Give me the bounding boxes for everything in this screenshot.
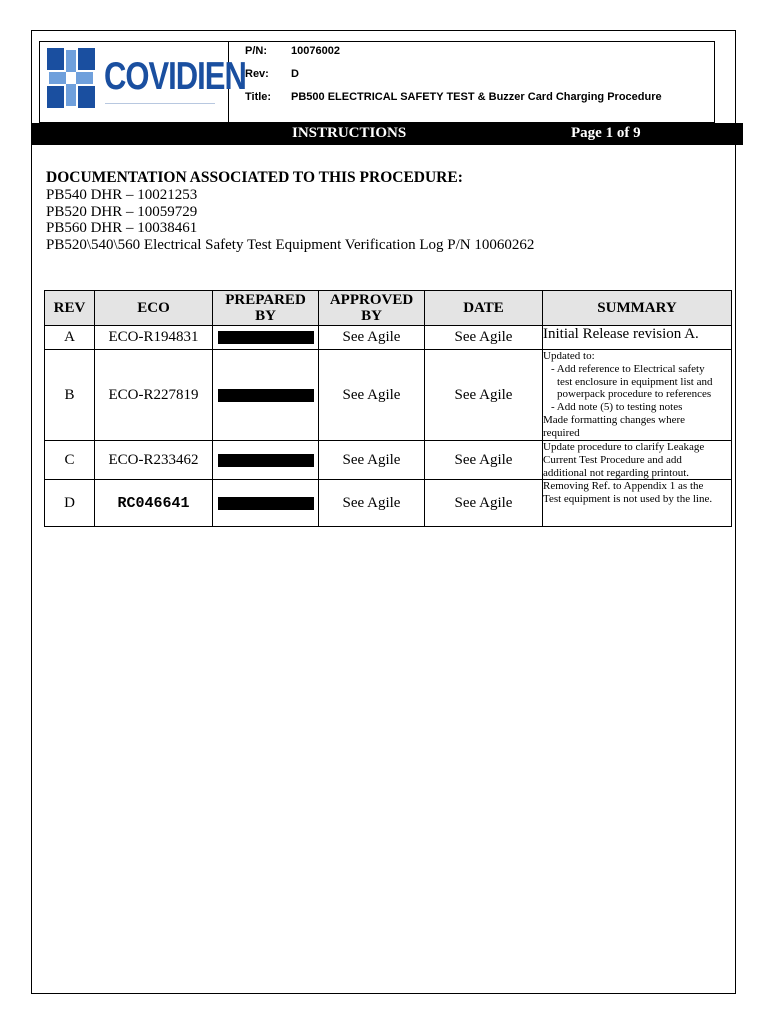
cell-prepared-by: [213, 441, 319, 480]
document-header: [39, 41, 715, 123]
header-prepared-line1: PREPARED: [225, 292, 306, 308]
summary-line: - Add note (5) to testing notes: [551, 401, 683, 414]
header-approved-line1: APPROVED: [329, 292, 414, 308]
revision-table: [44, 290, 732, 527]
pn-value: 10076002: [291, 45, 340, 57]
table-header-row: [45, 291, 732, 326]
cell-date: See Agile: [425, 350, 543, 441]
title-label: Title:: [245, 91, 272, 103]
cell-summary: [543, 480, 732, 527]
cell-summary: [543, 350, 732, 441]
header-prepared-by: [213, 291, 319, 326]
pn-label: P/N:: [245, 45, 267, 57]
documentation-item: PB520\540\560 Electrical Safety Test Equipment Verification Log P/N 10060262: [46, 236, 535, 253]
summary-line: Update procedure to clarify Leakage: [543, 441, 705, 453]
table-row: [45, 480, 732, 527]
summary-line: - Add reference to Electrical safety: [551, 362, 705, 375]
cell-date: See Agile: [425, 326, 543, 350]
summary-line: Test equipment is not used by the line.: [543, 493, 713, 506]
cell-prepared-by: [213, 326, 319, 350]
header-prepared-line2: BY: [255, 308, 276, 324]
documentation-item: PB520 DHR – 10059729: [46, 203, 198, 220]
redaction-bar: [218, 454, 314, 467]
summary-line: Made formatting changes where: [543, 413, 686, 426]
cell-approved-by: See Agile: [319, 441, 425, 480]
table-row: [45, 441, 732, 480]
cell-rev: D: [45, 480, 95, 527]
cell-eco: ECO-R227819: [95, 350, 213, 441]
documentation-item: PB540 DHR – 10021253: [46, 187, 198, 203]
table-row: [45, 326, 732, 350]
summary-line: powerpack procedure to references: [557, 388, 712, 401]
cell-prepared-by: [213, 350, 319, 441]
documentation-heading: DOCUMENTATION ASSOCIATED TO THIS PROCEDURE:: [46, 169, 463, 186]
company-logo: [40, 42, 246, 122]
covidien-cross-icon: [47, 48, 95, 108]
redaction-bar: [218, 497, 314, 510]
redaction-bar: [218, 331, 314, 344]
header-rev: REV: [45, 291, 95, 326]
cell-rev: B: [45, 350, 95, 441]
cell-eco: RC046641: [95, 480, 213, 527]
section-bar: [31, 123, 743, 145]
redaction-bar: [218, 389, 314, 402]
cell-summary: Initial Release revision A.: [543, 326, 732, 350]
header-approved-line2: BY: [361, 308, 382, 324]
documentation-list: [46, 187, 534, 253]
summary-line: Current Test Procedure and add: [543, 453, 682, 466]
summary-line: required: [543, 426, 580, 439]
cell-approved-by: See Agile: [319, 350, 425, 441]
page-number: Page 1 of 9: [571, 125, 641, 141]
cell-rev: C: [45, 441, 95, 480]
summary-line: test enclosure in equipment list and: [557, 375, 713, 388]
cell-summary: [543, 441, 732, 480]
title-value: PB500 ELECTRICAL SAFETY TEST & Buzzer Card Charging Procedure: [291, 91, 662, 103]
cell-prepared-by: [213, 480, 319, 527]
header-summary: SUMMARY: [543, 291, 732, 326]
summary-line: Removing Ref. to Appendix 1 as the: [543, 480, 704, 493]
summary-line: Updated to:: [543, 350, 595, 362]
rev-value: D: [291, 68, 299, 80]
cell-eco: ECO-R194831: [95, 326, 213, 350]
summary-line: additional not regarding printout.: [543, 466, 690, 479]
cell-approved-by: See Agile: [319, 326, 425, 350]
logo-wordmark: COVIDIEN: [104, 54, 246, 98]
cell-date: See Agile: [425, 441, 543, 480]
logo-underline: [105, 103, 215, 104]
table-row: [45, 350, 732, 441]
header-approved-by: [319, 291, 425, 326]
cell-rev: A: [45, 326, 95, 350]
cell-date: See Agile: [425, 480, 543, 527]
rev-label: Rev:: [245, 68, 269, 80]
cell-approved-by: See Agile: [319, 480, 425, 527]
cell-eco: ECO-R233462: [95, 441, 213, 480]
header-eco: ECO: [95, 291, 213, 326]
header-date: DATE: [425, 291, 543, 326]
documentation-item: PB560 DHR – 10038461: [46, 220, 198, 236]
section-title: INSTRUCTIONS: [292, 125, 407, 141]
